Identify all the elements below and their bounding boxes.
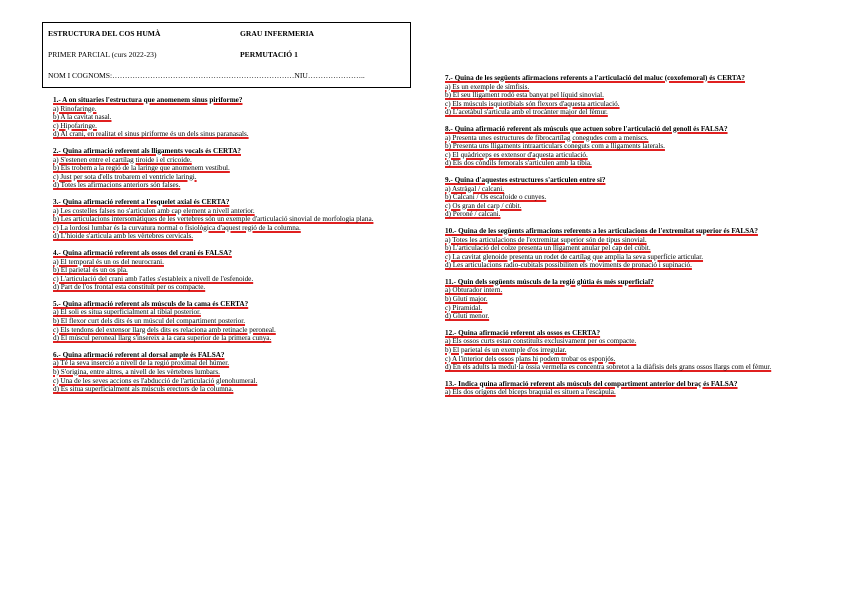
answer-option: b) L'articulació del colze presenta un lligament anular pel cap del cúbit. [445,244,651,253]
answer-option: a) Obturador intern. [445,286,503,295]
answer-option: c) Just per sota d'ells trobarem el ventricle laringi. [53,172,197,181]
question-block [53,300,400,343]
answer-option: c) L'articulació del crani amb l'atles s'estableix a nivell de l'esfenoide. [53,274,254,283]
answer-option: a) Té la seva inserció a nivell de la regió proximal del húmer. [53,359,230,368]
answer-option: b) S'origina, entre altres, a nivell de les vèrtebres lumbars. [53,368,220,377]
answer-option: b) El parietal és un os pla. [53,266,128,275]
degree-title: GRAU INFERMERIA [240,29,315,38]
question-title: 12.- Quina afirmació referent als ossos es CERTA? [445,328,601,337]
question-block [53,96,400,139]
question-block [445,278,792,321]
answer-option: c) Piramidal. [445,303,483,312]
answer-option: d) L'acetàbul s'articula amb el trocànter major del fèmur. [445,108,608,117]
answer-option: b) A la cavitat nasal. [53,113,112,122]
answer-option: c) El quàdriceps es extensor d'aquesta articulació. [445,150,588,159]
question-title: 9.- Quina d'aquestes estructures s'articulen entre si? [445,175,606,184]
answer-option: a) S'estenen entre el cartílag tiroide i el cricoide. [53,155,192,164]
name-field-label: NOM I COGNOMS:………………………………………………………………NIU………………….. [48,71,365,80]
question-block [53,351,400,394]
answer-option: a) Es un exemple de símfisis. [445,82,530,91]
questions-column-left [53,96,400,402]
answer-option: b) El flexor curt dels dits és un múscul del compartiment posterior. [53,317,246,326]
answer-option: a) Les costelles falses no s'articulen amb cap element a nivell anterior. [53,206,255,215]
answer-option: c) Els músculs isquiotibials són flexors d'aquesta articulació. [445,99,620,108]
answer-option: c) La cavitat glenoide presenta un rodet de cartílag que amplia la seva superfície articular. [445,252,704,261]
subject-title: ESTRUCTURA DEL COS HUMÀ [48,29,161,38]
answer-option: b) El parietal és un exemple d'os irregular. [445,346,567,355]
answer-option: b) Calcani / Os escafoide o cunyes. [445,193,547,202]
exam-name: PRIMER PARCIAL (curs 2022-23) [48,50,157,59]
answer-option: d) El múscul peroneal llarg s'insereix a la cara superior de la primera cunya. [53,334,272,343]
question-title: 6.- Quina afirmació referent al dorsal ample és FALSA? [53,350,225,359]
answer-option: d) Els dos còndils femorals s'articulen amb la tíbia. [445,159,592,168]
question-title: 5.- Quina afirmació referent als músculs de la cama és CERTA? [53,299,249,308]
answer-option: c) Els tendons del extensor llarg dels dits es relaciona amb retinacle peroneal. [53,325,276,334]
answer-option: a) Els dos orígens del bíceps braquial es situen a l'escàpula. [445,388,616,397]
question-title: 2.- Quina afirmació referent als lligaments vocals és CERTA? [53,146,241,155]
question-title: 11.- Quin dels següents músculs de la regió glútia és més superficial? [445,277,654,286]
answer-option: d) Glutí menor. [445,312,490,321]
answer-option: b) Glutí major. [445,295,488,304]
question-block [53,198,400,241]
answer-option: c) Os gran del carp / cúbit. [445,201,522,210]
question-block [445,329,792,372]
question-block [53,147,400,190]
question-block [445,380,792,397]
answer-option: a) El soli es situa superficialment al tibial posterior. [53,308,201,317]
questions-column-right [445,74,792,405]
question-title: 1.- A on situaries l'estructura que anomenem sinus piriforme? [53,96,243,104]
answer-option: c) La lordosi lumbar és la curvatura normal o fisiològica d'aquest regió de la columna. [53,223,301,232]
answer-option: d) Totes les afirmacions anteriors són falses. [53,181,181,190]
answer-option: d) L'hioide s'articula amb les vèrtebres cervicals. [53,232,194,241]
answer-option: d) Al crani, en realitat el sinus piriforme és un dels sinus paranasals. [53,130,249,139]
answer-option: d) En els adults la medul·la òssia vermella es concentra sobretot a la diàfisis dels grans ossos llargs com el fèmur. [445,363,772,372]
question-title: 3.- Quina afirmació referent a l'esquelet axial és CERTA? [53,197,230,206]
answer-option: a) Totes les articulacions de l'extremitat superior són de tipus sinovial. [445,235,647,244]
question-block [53,249,400,292]
answer-option: c) Hipofaringe. [53,121,97,130]
question-block [445,176,792,219]
question-title: 7.- Quina de les següents afirmacions referents a l'articulació del maluc (coxofemoral) és CERTA? [445,74,745,82]
question-block [445,125,792,168]
answer-option: c) Una de les seves accions es l'abducció de l'articulació glenohumeral. [53,376,258,385]
answer-option: b) El seu lligament rodó esta banyat pel líquid sinovial. [445,91,604,100]
answer-option: d) Peroné / calcani. [445,210,501,219]
question-block [445,227,792,270]
answer-option: c) A l'interior dels ossos plans hi podem trobar os esponjós. [445,354,616,363]
answer-option: a) Rinofaringe. [53,104,97,113]
question-title: 10.- Quina de les següents afirmacions referents a les articulacions de l'extremitat superior és FALSA? [445,226,758,235]
question-title: 8.- Quina afirmació referent als músculs que actuen sobre l'articulació del genoll és FALSA? [445,124,728,133]
answer-option: a) Presenta unes estructures de fibrocartílag conegudes com a meniscs. [445,133,649,142]
question-block [445,74,792,117]
answer-option: b) Presenta uns lligaments intraarticulars coneguts com a lligaments laterals. [445,142,665,151]
answer-option: d) Es situa superficialment als músculs erectors de la columna. [53,385,234,394]
answer-option: a) Els ossos curts estan constituïts exclusivament per os compacte. [445,337,637,346]
exam-version: PERMUTACIÓ 1 [240,50,298,59]
question-title: 4.- Quina afirmació referent als ossos del crani és FALSA? [53,248,232,257]
answer-option: b) Els trobem a la regió de la laringe que anomenem vestíbul. [53,164,230,173]
answer-option: b) Les articulacions intersomàtiques de les vertebres són un exemple d'articulació sinovial de morfologia plana. [53,215,374,224]
answer-option: d) Les articulacions radio-cubitals possibiliten els moviments de pronació i supinació. [445,261,692,270]
answer-option: a) El temporal és un os del neurocrani. [53,257,164,266]
exam-header-box [42,22,411,88]
question-title: 13.- Indica quina afirmació referent als músculs del compartiment anterior del braç és FALSA? [445,379,738,388]
answer-option: a) Astràgal / calcani. [445,184,505,193]
answer-option: d) Part de l'os frontal esta constituït per os compacte. [53,283,206,292]
